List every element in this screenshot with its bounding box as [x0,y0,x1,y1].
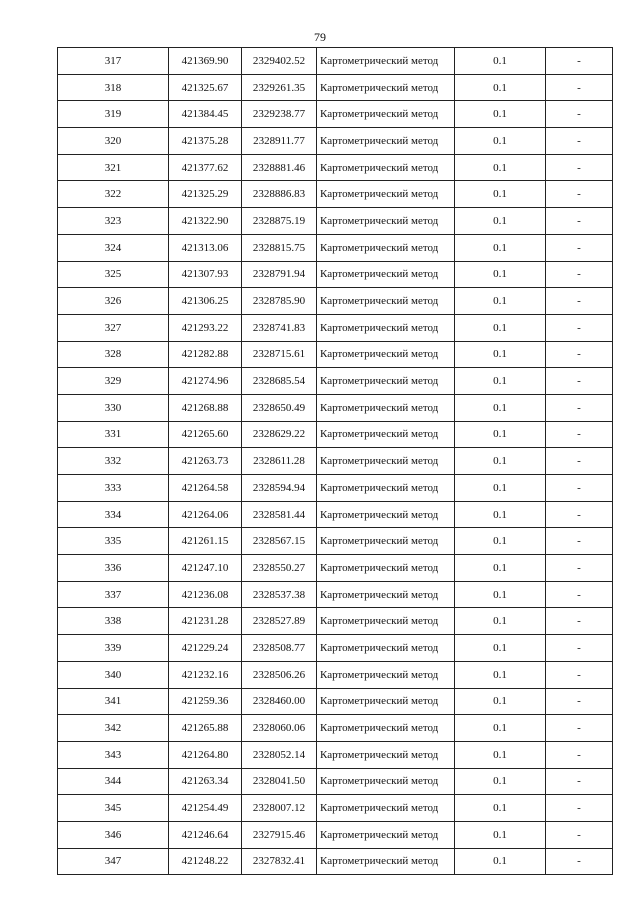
x-coordinate-cell: 421236.08 [169,581,242,608]
x-coordinate-cell: 421264.06 [169,501,242,528]
dash-cell: - [546,288,613,315]
page-number: 79 [314,30,326,44]
dash-cell: - [546,261,613,288]
accuracy-cell: 0.1 [455,128,546,155]
point-number-cell: 325 [58,261,169,288]
table-row [58,314,613,341]
x-coordinate-cell: 421254.49 [169,795,242,822]
point-number-cell: 329 [58,368,169,395]
table-row [58,261,613,288]
y-coordinate-cell: 2328629.22 [242,421,317,448]
method-cell: Картометрический метод [317,501,455,528]
table-row [58,741,613,768]
method-cell: Картометрический метод [317,715,455,742]
dash-cell: - [546,741,613,768]
method-cell: Картометрический метод [317,154,455,181]
accuracy-cell: 0.1 [455,101,546,128]
point-number-cell: 330 [58,394,169,421]
table-row [58,234,613,261]
accuracy-cell: 0.1 [455,768,546,795]
table-row [58,368,613,395]
y-coordinate-cell: 2328886.83 [242,181,317,208]
point-number-cell: 324 [58,234,169,261]
table-row [58,688,613,715]
point-number-cell: 328 [58,341,169,368]
y-coordinate-cell: 2328537.38 [242,581,317,608]
accuracy-cell: 0.1 [455,181,546,208]
dash-cell: - [546,608,613,635]
x-coordinate-cell: 421282.88 [169,341,242,368]
method-cell: Картометрический метод [317,314,455,341]
x-coordinate-cell: 421306.25 [169,288,242,315]
accuracy-cell: 0.1 [455,528,546,555]
y-coordinate-cell: 2328527.89 [242,608,317,635]
method-cell: Картометрический метод [317,234,455,261]
method-cell: Картометрический метод [317,528,455,555]
x-coordinate-cell: 421263.73 [169,448,242,475]
accuracy-cell: 0.1 [455,688,546,715]
point-number-cell: 341 [58,688,169,715]
x-coordinate-cell: 421259.36 [169,688,242,715]
point-number-cell: 334 [58,501,169,528]
x-coordinate-cell: 421293.22 [169,314,242,341]
y-coordinate-cell: 2328460.00 [242,688,317,715]
x-coordinate-cell: 421325.29 [169,181,242,208]
method-cell: Картометрический метод [317,288,455,315]
table-row [58,821,613,848]
y-coordinate-cell: 2328875.19 [242,208,317,235]
table-row [58,715,613,742]
y-coordinate-cell: 2328060.06 [242,715,317,742]
x-coordinate-cell: 421231.28 [169,608,242,635]
point-number-cell: 344 [58,768,169,795]
table-row [58,101,613,128]
x-coordinate-cell: 421322.90 [169,208,242,235]
accuracy-cell: 0.1 [455,368,546,395]
accuracy-cell: 0.1 [455,394,546,421]
table-row [58,768,613,795]
point-number-cell: 322 [58,181,169,208]
point-number-cell: 333 [58,475,169,502]
point-number-cell: 343 [58,741,169,768]
method-cell: Картометрический метод [317,688,455,715]
y-coordinate-cell: 2328911.77 [242,128,317,155]
accuracy-cell: 0.1 [455,581,546,608]
x-coordinate-cell: 421264.58 [169,475,242,502]
point-number-cell: 345 [58,795,169,822]
y-coordinate-cell: 2327915.46 [242,821,317,848]
x-coordinate-cell: 421248.22 [169,848,242,875]
accuracy-cell: 0.1 [455,74,546,101]
method-cell: Картометрический метод [317,421,455,448]
point-number-cell: 342 [58,715,169,742]
point-number-cell: 320 [58,128,169,155]
x-coordinate-cell: 421261.15 [169,528,242,555]
point-number-cell: 337 [58,581,169,608]
table-row [58,448,613,475]
method-cell: Картометрический метод [317,341,455,368]
dash-cell: - [546,821,613,848]
x-coordinate-cell: 421384.45 [169,101,242,128]
dash-cell: - [546,314,613,341]
point-number-cell: 336 [58,555,169,582]
accuracy-cell: 0.1 [455,821,546,848]
point-number-cell: 319 [58,101,169,128]
dash-cell: - [546,181,613,208]
y-coordinate-cell: 2328550.27 [242,555,317,582]
x-coordinate-cell: 421229.24 [169,635,242,662]
method-cell: Картометрический метод [317,181,455,208]
y-coordinate-cell: 2328815.75 [242,234,317,261]
dash-cell: - [546,661,613,688]
y-coordinate-cell: 2328041.50 [242,768,317,795]
method-cell: Картометрический метод [317,74,455,101]
point-number-cell: 346 [58,821,169,848]
method-cell: Картометрический метод [317,581,455,608]
dash-cell: - [546,688,613,715]
accuracy-cell: 0.1 [455,795,546,822]
y-coordinate-cell: 2329261.35 [242,74,317,101]
table-row [58,208,613,235]
table-row [58,48,613,75]
dash-cell: - [546,501,613,528]
point-number-cell: 340 [58,661,169,688]
table-row [58,661,613,688]
method-cell: Картометрический метод [317,448,455,475]
y-coordinate-cell: 2328650.49 [242,394,317,421]
point-number-cell: 327 [58,314,169,341]
accuracy-cell: 0.1 [455,154,546,181]
accuracy-cell: 0.1 [455,341,546,368]
y-coordinate-cell: 2328791.94 [242,261,317,288]
accuracy-cell: 0.1 [455,421,546,448]
point-number-cell: 321 [58,154,169,181]
dash-cell: - [546,421,613,448]
table-row [58,581,613,608]
x-coordinate-cell: 421265.88 [169,715,242,742]
x-coordinate-cell: 421232.16 [169,661,242,688]
dash-cell: - [546,154,613,181]
y-coordinate-cell: 2328611.28 [242,448,317,475]
method-cell: Картометрический метод [317,101,455,128]
y-coordinate-cell: 2328581.44 [242,501,317,528]
accuracy-cell: 0.1 [455,715,546,742]
method-cell: Картометрический метод [317,741,455,768]
x-coordinate-cell: 421325.67 [169,74,242,101]
table-row [58,608,613,635]
table-row [58,795,613,822]
method-cell: Картометрический метод [317,208,455,235]
x-coordinate-cell: 421377.62 [169,154,242,181]
y-coordinate-cell: 2328881.46 [242,154,317,181]
dash-cell: - [546,341,613,368]
accuracy-cell: 0.1 [455,448,546,475]
method-cell: Картометрический метод [317,475,455,502]
point-number-cell: 323 [58,208,169,235]
y-coordinate-cell: 2329238.77 [242,101,317,128]
y-coordinate-cell: 2328594.94 [242,475,317,502]
y-coordinate-cell: 2327832.41 [242,848,317,875]
table-row [58,475,613,502]
x-coordinate-cell: 421274.96 [169,368,242,395]
point-number-cell: 332 [58,448,169,475]
y-coordinate-cell: 2328715.61 [242,341,317,368]
table-row [58,501,613,528]
dash-cell: - [546,715,613,742]
method-cell: Картометрический метод [317,848,455,875]
x-coordinate-cell: 421268.88 [169,394,242,421]
point-number-cell: 331 [58,421,169,448]
method-cell: Картометрический метод [317,128,455,155]
y-coordinate-cell: 2328567.15 [242,528,317,555]
method-cell: Картометрический метод [317,768,455,795]
point-number-cell: 335 [58,528,169,555]
x-coordinate-cell: 421263.34 [169,768,242,795]
method-cell: Картометрический метод [317,821,455,848]
x-coordinate-cell: 421247.10 [169,555,242,582]
table-row [58,528,613,555]
x-coordinate-cell: 421265.60 [169,421,242,448]
accuracy-cell: 0.1 [455,635,546,662]
method-cell: Картометрический метод [317,394,455,421]
accuracy-cell: 0.1 [455,475,546,502]
dash-cell: - [546,48,613,75]
method-cell: Картометрический метод [317,555,455,582]
point-number-cell: 347 [58,848,169,875]
accuracy-cell: 0.1 [455,288,546,315]
y-coordinate-cell: 2328741.83 [242,314,317,341]
x-coordinate-cell: 421313.06 [169,234,242,261]
x-coordinate-cell: 421246.64 [169,821,242,848]
y-coordinate-cell: 2328052.14 [242,741,317,768]
y-coordinate-cell: 2328506.26 [242,661,317,688]
table-row [58,288,613,315]
dash-cell: - [546,128,613,155]
accuracy-cell: 0.1 [455,48,546,75]
x-coordinate-cell: 421369.90 [169,48,242,75]
point-number-cell: 339 [58,635,169,662]
dash-cell: - [546,394,613,421]
y-coordinate-cell: 2328785.90 [242,288,317,315]
point-number-cell: 317 [58,48,169,75]
table-row [58,635,613,662]
method-cell: Картометрический метод [317,48,455,75]
method-cell: Картометрический метод [317,795,455,822]
x-coordinate-cell: 421307.93 [169,261,242,288]
table-row [58,341,613,368]
dash-cell: - [546,795,613,822]
y-coordinate-cell: 2329402.52 [242,48,317,75]
dash-cell: - [546,635,613,662]
table-row [58,128,613,155]
dash-cell: - [546,208,613,235]
method-cell: Картометрический метод [317,368,455,395]
dash-cell: - [546,234,613,261]
dash-cell: - [546,528,613,555]
method-cell: Картометрический метод [317,661,455,688]
method-cell: Картометрический метод [317,635,455,662]
accuracy-cell: 0.1 [455,208,546,235]
dash-cell: - [546,74,613,101]
y-coordinate-cell: 2328685.54 [242,368,317,395]
table-row [58,74,613,101]
dash-cell: - [546,768,613,795]
table-row [58,154,613,181]
table-row [58,421,613,448]
accuracy-cell: 0.1 [455,555,546,582]
point-number-cell: 338 [58,608,169,635]
table-row [58,555,613,582]
dash-cell: - [546,368,613,395]
dash-cell: - [546,581,613,608]
point-number-cell: 318 [58,74,169,101]
table-body [58,48,613,875]
dash-cell: - [546,848,613,875]
x-coordinate-cell: 421264.80 [169,741,242,768]
point-number-cell: 326 [58,288,169,315]
accuracy-cell: 0.1 [455,314,546,341]
x-coordinate-cell: 421375.28 [169,128,242,155]
accuracy-cell: 0.1 [455,608,546,635]
accuracy-cell: 0.1 [455,261,546,288]
y-coordinate-cell: 2328508.77 [242,635,317,662]
dash-cell: - [546,448,613,475]
table-row [58,394,613,421]
table-row [58,181,613,208]
method-cell: Картометрический метод [317,608,455,635]
accuracy-cell: 0.1 [455,848,546,875]
accuracy-cell: 0.1 [455,741,546,768]
accuracy-cell: 0.1 [455,661,546,688]
method-cell: Картометрический метод [317,261,455,288]
coordinates-table [57,47,613,875]
dash-cell: - [546,555,613,582]
table-row [58,848,613,875]
dash-cell: - [546,101,613,128]
accuracy-cell: 0.1 [455,501,546,528]
y-coordinate-cell: 2328007.12 [242,795,317,822]
accuracy-cell: 0.1 [455,234,546,261]
dash-cell: - [546,475,613,502]
